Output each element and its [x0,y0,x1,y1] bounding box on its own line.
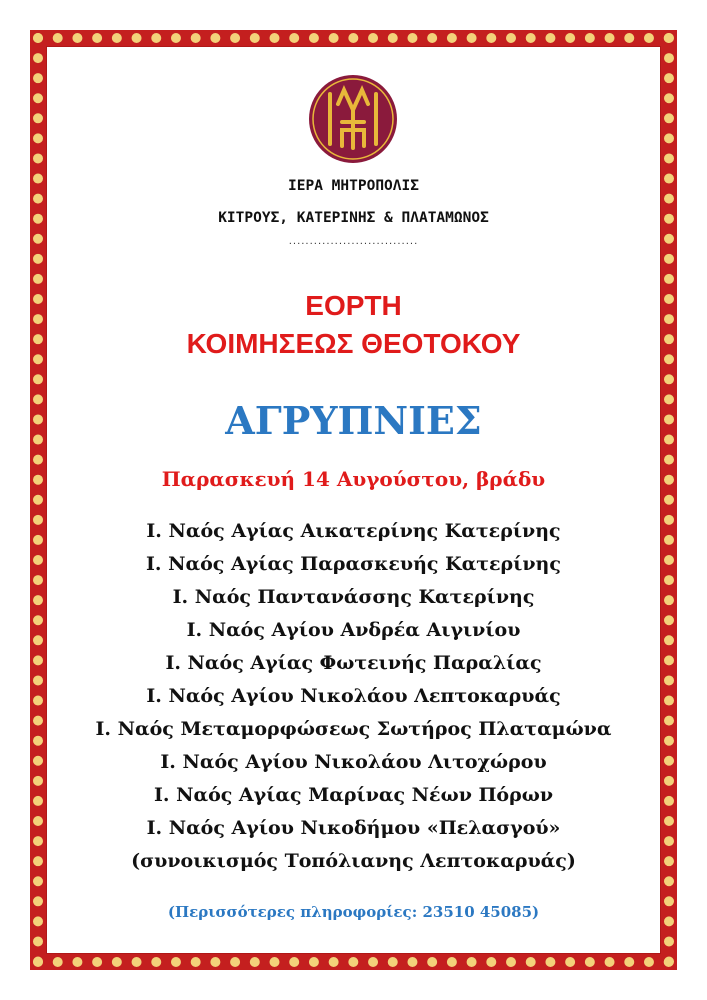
list-item: Ι. Ναός Αγίας Αικατερίνης Κατερίνης [146,520,561,542]
feast-heading-line2: ΚΟΙΜΗΣΕΩΣ ΘΕΟΤΟΚΟΥ [186,328,521,359]
metropolis-monogram-icon [308,74,398,164]
list-item: Ι. Ναός Αγίου Νικοδήμου «Πελασγού» [146,817,561,839]
separator: ............................... [288,236,419,247]
list-item: Ι. Ναός Αγίας Φωτεινής Παραλίας [165,652,542,674]
contact-info: (Περισσότερες πληροφορίες: 23510 45085) [167,903,540,921]
page-title: ΑΓΡΥΠΝΙΕΣ [225,398,482,443]
list-item: Ι. Ναός Αγίου Νικολάου Λεπτοκαρυάς [146,685,561,707]
list-item: Ι. Ναός Αγίας Παρασκευής Κατερίνης [146,553,561,575]
list-item: Ι. Ναός Μεταμορφώσεως Σωτήρος Πλαταμώνα [95,718,612,740]
metropolis-subtitle: ΚΙΤΡΟΥΣ, ΚΑΤΕΡΙΝΗΣ & ΠΛΑΤΑΜΩΝΟΣ [218,210,489,226]
list-item: Ι. Ναός Αγίου Νικολάου Λιτοχώρου [160,751,547,773]
list-item: Ι. Ναός Παντανάσσης Κατερίνης [172,586,535,608]
list-item: Ι. Ναός Αγίας Μαρίνας Νέων Πόρων [153,784,554,806]
list-item: Ι. Ναός Αγίου Ανδρέα Αιγινίου [186,619,521,641]
poster-content [50,50,657,950]
church-list [50,515,657,878]
feast-heading-line1: ΕΟΡΤΗ [305,290,402,321]
metropolis-title: ΙΕΡΑ ΜΗΤΡΟΠΟΛΙΣ [288,178,419,194]
event-date: Παρασκευή 14 Αυγούστου, βράδυ [161,467,546,491]
list-item: (συνοικισμός Τοπόλιανης Λεπτοκαρυάς) [131,850,576,872]
